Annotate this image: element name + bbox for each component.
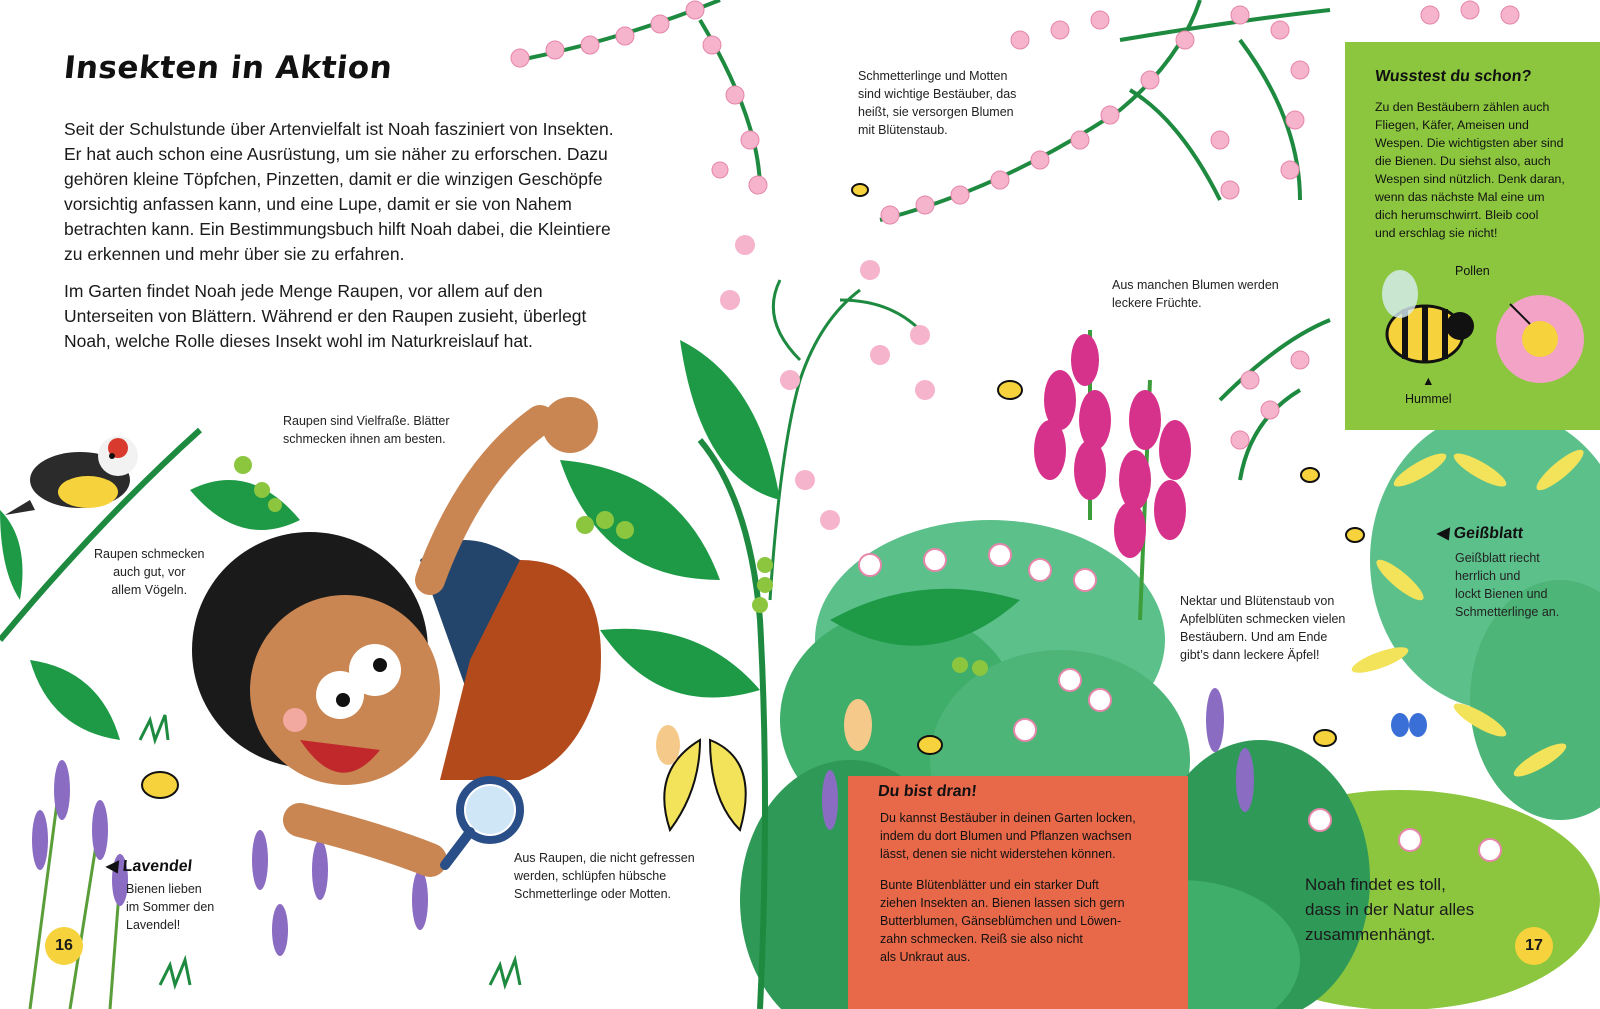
caption-fruechte: Aus manchen Blumen werden leckere Früchte. <box>1112 278 1279 310</box>
closing-text: Noah findet es toll, dass in der Natur alles zusammenhängt. <box>1305 875 1475 944</box>
caption-raupen-vielfrasse: Raupen sind Vielfraße. Blätter schmecken ihnen am besten. <box>283 414 450 446</box>
page-number-right: 17 <box>1515 927 1553 965</box>
intro-paragraph-1: Seit der Schulstunde über Artenvielfalt ist Noah fasziniert von Insekten. Er hat auch schon eine Ausrüstung, um sie näher zu erforschen. Dazu gehören kleine Töpfchen, Pinzetten, damit er die winzigen Geschöpfe vorsichtig anfassen kann, und eine Lupe, damit er sie von Nahem betrachten kann. Ein Bestimmungsbuch hilft Noah dabei, die Kleintiere zu erkennen und mehr über sie zu erfahren. <box>64 119 614 264</box>
wusstest-title: Wusstest du schon? <box>1374 68 1533 85</box>
blue-butterfly <box>1391 713 1427 737</box>
intro-paragraph-2: Im Garten findet Noah jede Menge Raupen, vor allem auf den Unterseiten von Blättern. Während er den Raupen zusieht, überlegt Noah, welche Rolle dieses Insekt wohl im Naturkreislauf hat. <box>64 281 587 351</box>
info-box-du-bist-dran <box>848 776 1188 1009</box>
dran-text-2: Bunte Blütenblätter und ein starker Duft ziehen Insekten an. Bienen lassen sich gern Butterblumen, Gänseblümchen und Löwen- zahn schmecken. Reiß sie also nicht als Unkraut aus. <box>880 878 1125 964</box>
geissblatt-title: ◀ Geißblatt <box>1436 525 1524 542</box>
lavendel-text: Bienen lieben im Sommer den Lavendel! <box>126 882 215 932</box>
dran-title: Du bist dran! <box>877 783 978 800</box>
hummel-label: ▲ Hummel <box>1405 374 1452 406</box>
info-box-wusstest <box>1345 42 1600 430</box>
caption-schmetterlinge-motten: Schmetterlinge und Motten sind wichtige Bestäuber, das heißt, sie versorgen Blumen mit Blütenstaub. <box>858 69 1017 137</box>
page-title: Insekten in Aktion <box>62 50 395 86</box>
page-number-left: 16 <box>45 927 83 965</box>
geissblatt-text: Geißblatt riecht herrlich und lockt Bienen und Schmetterlinge an. <box>1455 551 1560 619</box>
dran-text-1: Du kannst Bestäuber in deinen Garten locken, indem du dort Blumen und Pflanzen wachsen lässt, denen sie nicht widerstehen können. <box>880 811 1136 861</box>
bumblebee-pollen-illustration <box>1360 264 1595 384</box>
caption-apfelblueten: Nektar und Blütenstaub von Apfelblüten schmecken vielen Bestäubern. Und am Ende gibt’s dann leckere Äpfel! <box>1180 594 1346 662</box>
caption-raupen-voegel: Raupen schmecken auch gut, vor allem Vögeln. <box>94 547 205 597</box>
boy-noah <box>192 397 601 865</box>
goldfinch-bird <box>5 436 138 515</box>
lavendel-title: ◀ Lavendel <box>105 858 193 875</box>
wusstest-text: Zu den Bestäubern zählen auch Fliegen, Käfer, Ameisen und Wespen. Die wichtigsten aber sind die Bienen. Du siehst also, auch Wespen sind nützlich. Denk daran, wenn das nächste Mal eine um dich herumschwirrt. Bleib cool und erschlag sie nicht! <box>1375 100 1565 240</box>
pollen-label: Pollen <box>1455 264 1490 278</box>
caption-aus-raupen: Aus Raupen, die nicht gefressen werden, schlüpfen hübsche Schmetterlinge oder Motten. <box>514 851 695 901</box>
